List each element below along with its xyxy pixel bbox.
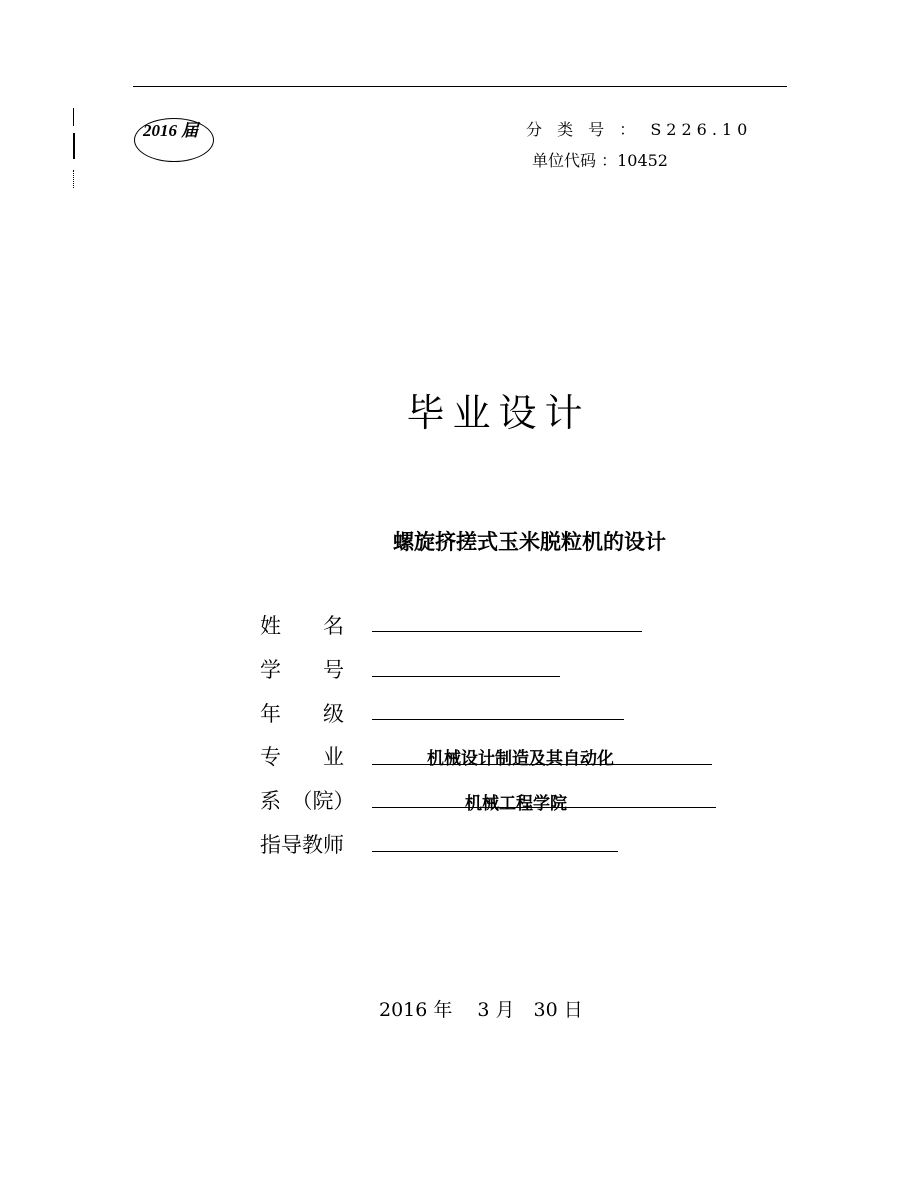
department-label: 系 （院） (260, 789, 355, 813)
grade-field[interactable] (372, 719, 624, 720)
major-value: 机械设计制造及其自动化 (427, 749, 614, 769)
year-badge: 2016 届 (143, 121, 199, 140)
department-value: 机械工程学院 (465, 794, 567, 814)
grade-label: 年 级 (260, 702, 344, 726)
student-id-field[interactable] (372, 676, 560, 677)
major-label: 专 业 (260, 745, 344, 769)
binding-margin-mark (73, 108, 74, 126)
binding-margin-mark (73, 133, 75, 159)
page-title: 毕业设计 (406, 391, 591, 435)
binding-margin-mark (73, 170, 74, 188)
unit-code: 单位代码 ：10452 (532, 151, 668, 170)
advisor-label: 指导教师 (260, 833, 344, 857)
name-field[interactable] (372, 631, 642, 632)
classification-number: 分 类 号 ： S226.10 (526, 120, 753, 139)
thesis-title: 螺旋挤搓式玉米脱粒机的设计 (393, 530, 666, 554)
top-rule (133, 86, 787, 87)
advisor-field[interactable] (372, 851, 618, 852)
date: 2016 年 3 月 30 日 (379, 999, 583, 1021)
name-label: 姓 名 (260, 614, 344, 638)
student-id-label: 学 号 (260, 658, 344, 682)
